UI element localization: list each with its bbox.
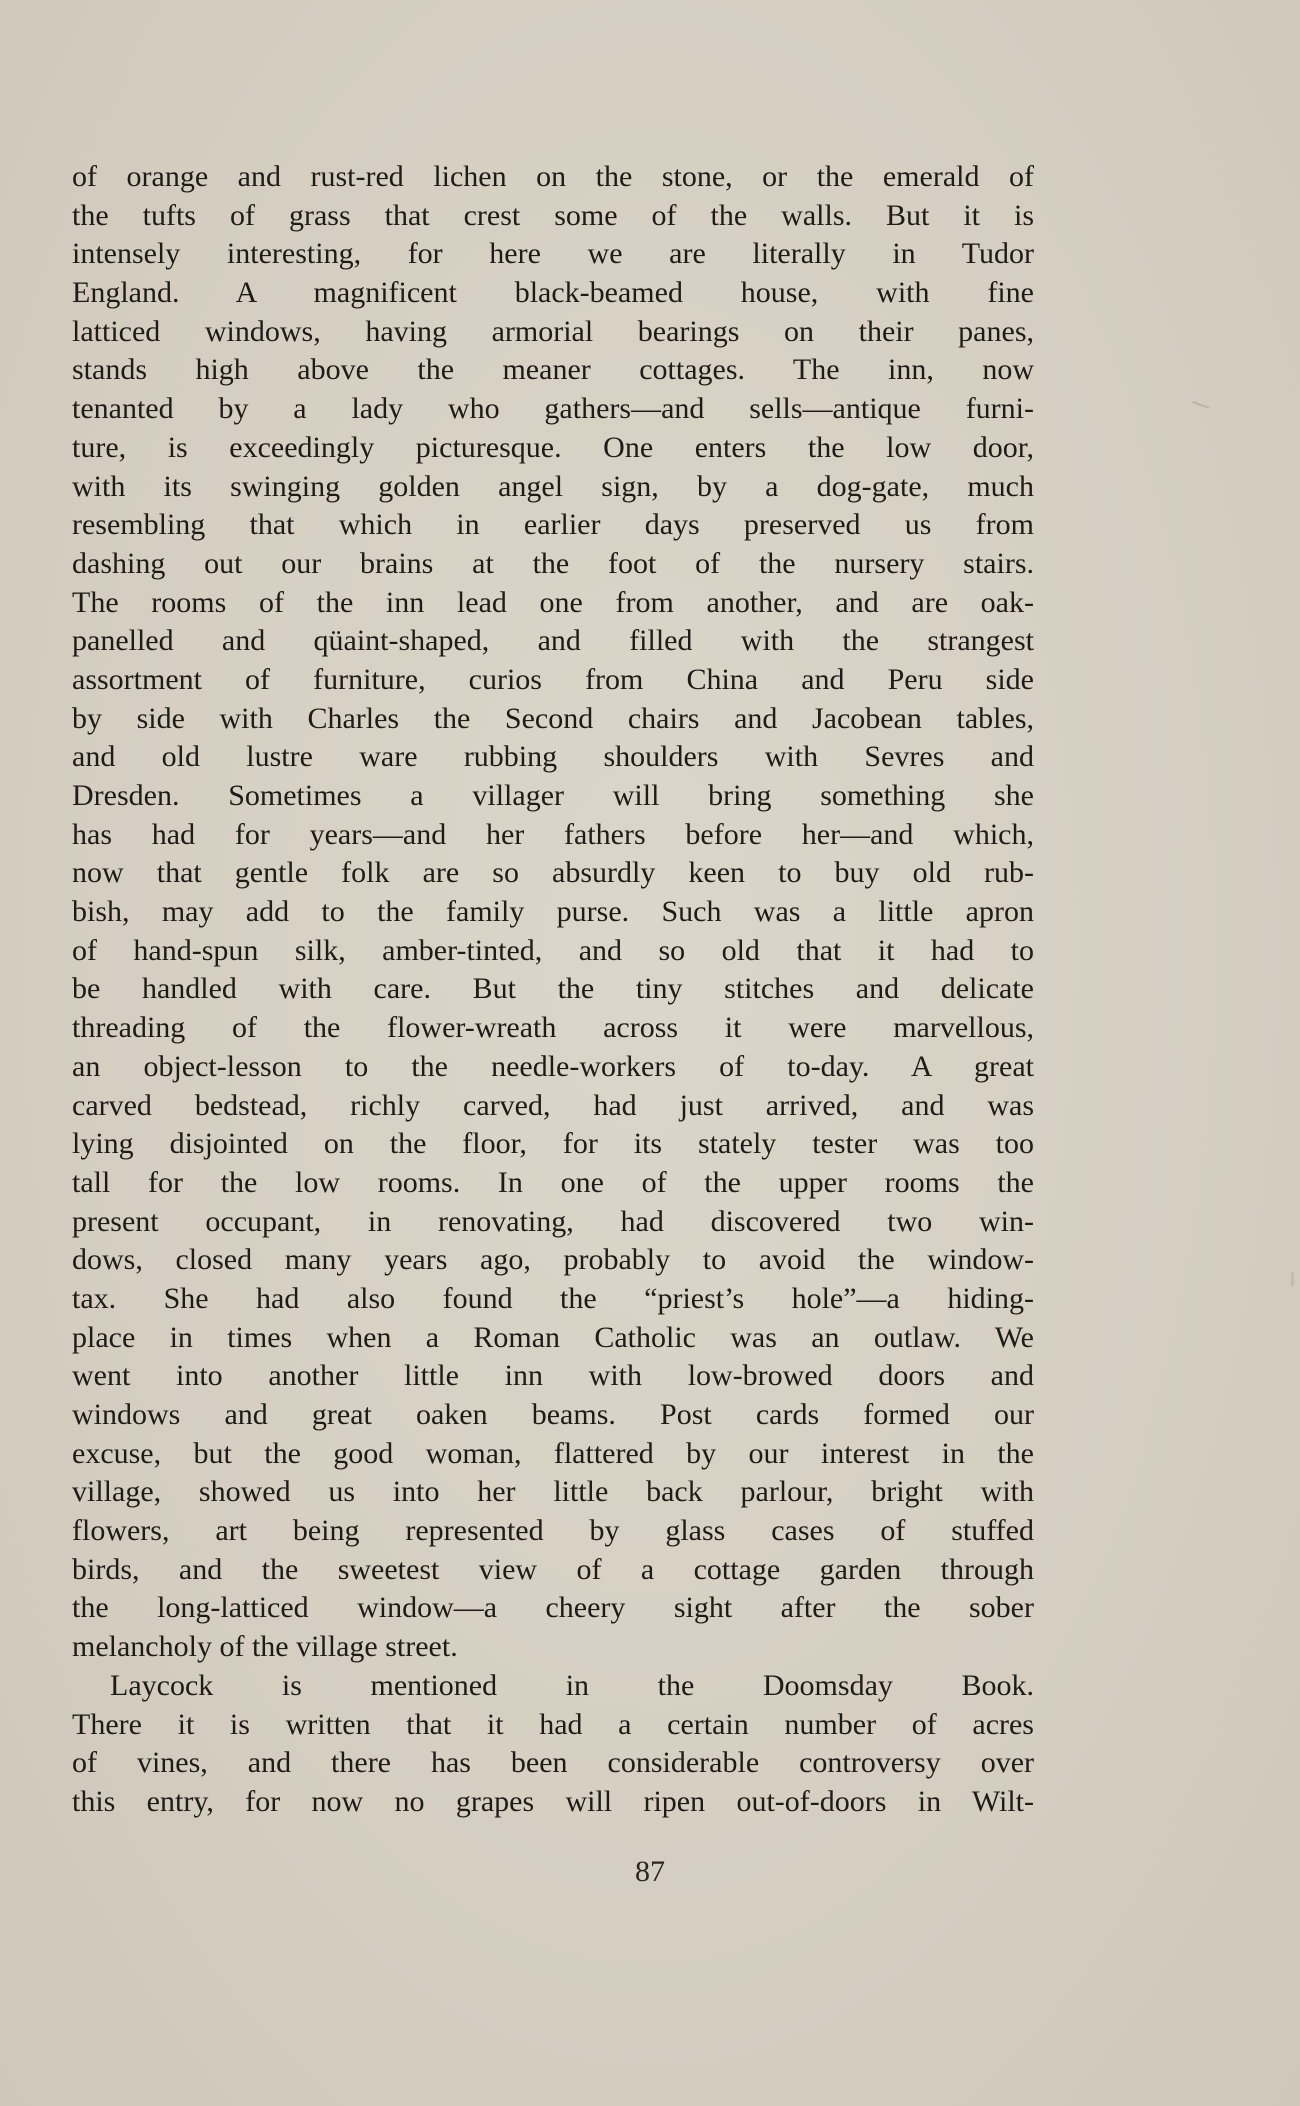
text-line: resembling that which in earlier days preserved us from: [72, 508, 1034, 542]
text-line: dows, closed many years ago, probably to avoid the window-: [72, 1243, 1034, 1277]
text-line: flowers, art being represented by glass cases of stuffed: [72, 1514, 1034, 1548]
text-line: melancholy of the village street.: [72, 1630, 458, 1664]
text-line: threading of the flower-wreath across it were marvellous,: [72, 1011, 1034, 1045]
page-number: 87: [635, 1855, 665, 1888]
text-line: windows and great oaken beams. Post cards formed our: [72, 1398, 1034, 1431]
text-line: went into another little inn with low-browed doors and: [72, 1359, 1034, 1393]
text-line: an object-lesson to the needle-workers of to-day. A great: [72, 1049, 1034, 1083]
text-line: excuse, but the good woman, flattered by our interest in the: [72, 1436, 1034, 1470]
text-line: has had for years—and her fathers before her—and which,: [72, 817, 1034, 851]
text-line: the long-latticed window—a cheery sight after the sober: [72, 1591, 1034, 1625]
text-line: There it is written that it had a certain number of acres: [72, 1707, 1034, 1741]
text-line: carved bedstead, richly carved, had just arrived, and was: [72, 1088, 1034, 1122]
text-line: of orange and rust-red lichen on the stone, or the emerald of: [72, 160, 1034, 193]
text-line: by side with Charles the Second chairs and Jacobean tables,: [72, 701, 1034, 735]
text-line: this entry, for now no grapes will ripen out-of-doors in Wilt-: [72, 1784, 1034, 1818]
text-line: place in times when a Roman Catholic was an outlaw. We: [72, 1320, 1034, 1354]
text-line: stands high above the meaner cottages. The inn, now: [72, 353, 1034, 387]
text-line: panelled and qüaint-shaped, and filled with the strangest: [72, 624, 1034, 658]
text-line: of hand-spun silk, amber-tinted, and so old that it had to: [72, 933, 1034, 967]
text-line: intensely interesting, for here we are literally in Tudor: [72, 237, 1034, 271]
body-text: [72, 158, 1034, 1822]
text-line: with its swinging golden angel sign, by a dog-gate, much: [72, 469, 1034, 503]
paragraph-1: [72, 158, 1034, 1667]
text-line: present occupant, in renovating, had discovered two win-: [72, 1204, 1034, 1238]
text-line: England. A magnificent black-beamed house, with fine: [72, 276, 1034, 310]
text-line: village, showed us into her little back parlour, bright with: [72, 1475, 1034, 1509]
text-line: assortment of furniture, curios from China and Peru side: [72, 662, 1034, 696]
text-line: latticed windows, having armorial bearings on their panes,: [72, 314, 1034, 348]
text-line: lying disjointed on the floor, for its stately tester was too: [72, 1127, 1034, 1161]
text-line: ture, is exceedingly picturesque. One enters the low door,: [72, 430, 1034, 464]
text-line: bish, may add to the family purse. Such was a little apron: [72, 895, 1034, 929]
text-line: Dresden. Sometimes a villager will bring something she: [72, 779, 1034, 812]
text-line: the tufts of grass that crest some of the walls. But it is: [72, 198, 1034, 232]
paper-speck: [1291, 1272, 1294, 1286]
text-line: of vines, and there has been considerable controversy over: [72, 1746, 1034, 1780]
text-line: and old lustre ware rubbing shoulders with Sevres and: [72, 740, 1034, 774]
text-line: now that gentle folk are so absurdly keen to buy old rub-: [72, 856, 1034, 890]
text-line: tall for the low rooms. In one of the upper rooms the: [72, 1165, 1034, 1199]
text-line: birds, and the sweetest view of a cottage garden through: [72, 1552, 1034, 1586]
text-line: The rooms of the inn lead one from another, and are oak-: [72, 585, 1034, 619]
paper-speck: [1192, 401, 1210, 409]
paragraph-2: [72, 1667, 1034, 1822]
text-line: Laycock is mentioned in the Doomsday Book.: [110, 1668, 1034, 1702]
text-line: dashing out our brains at the foot of the nursery stairs.: [72, 546, 1034, 580]
text-line: tenanted by a lady who gathers—and sells—antique furni-: [72, 392, 1034, 426]
text-line: tax. She had also found the “priest’s hole”—a hiding-: [72, 1281, 1034, 1315]
text-line: be handled with care. But the tiny stitches and delicate: [72, 972, 1034, 1006]
